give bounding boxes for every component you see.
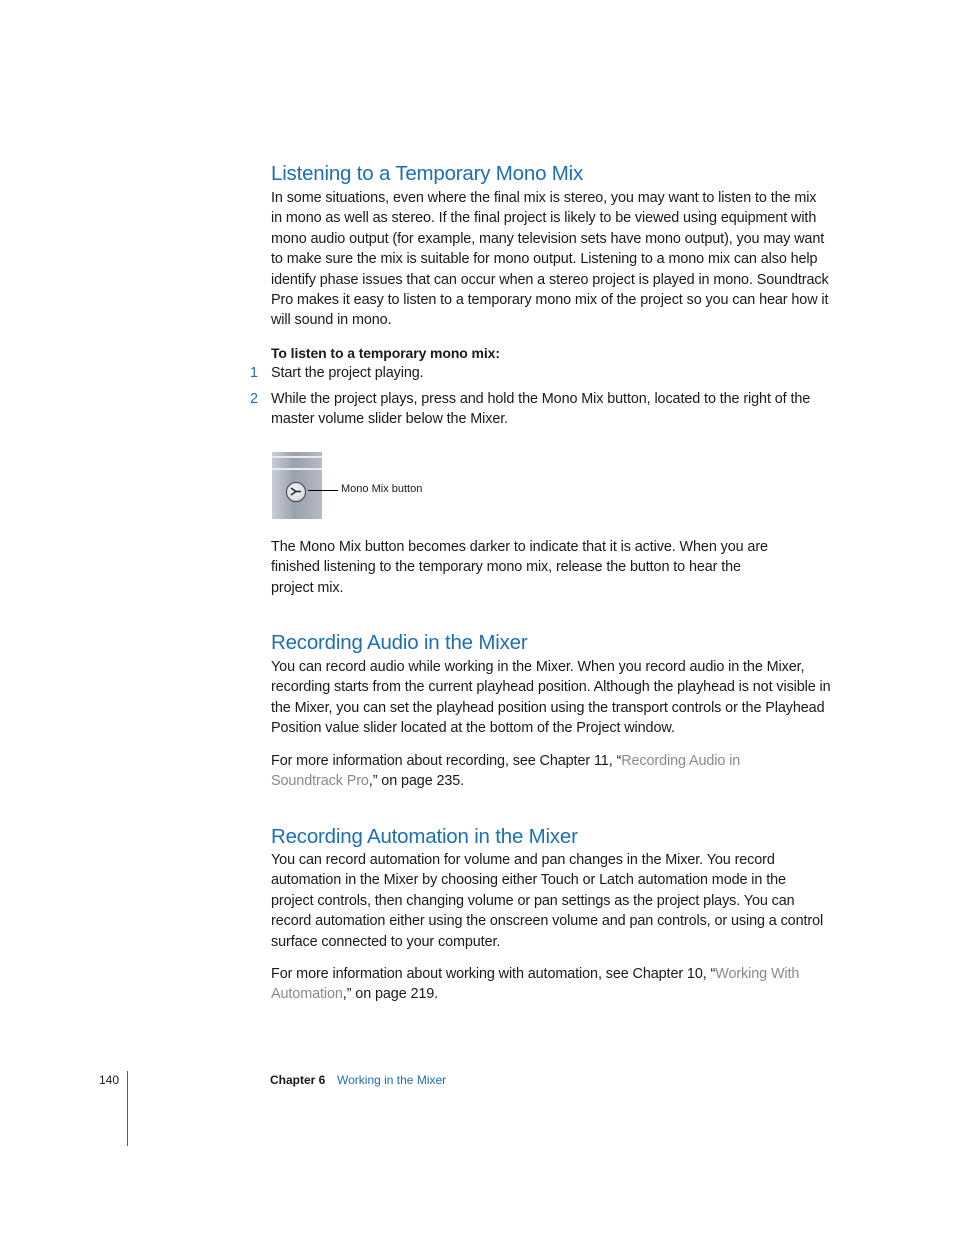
paragraph-recording-reference xyxy=(271,751,761,792)
paragraph-after-figure: The Mono Mix button becomes darker to indicate that it is active. When you are finished listening to the temporary mono mix, release the button to hear the project mix. xyxy=(271,539,768,596)
paragraph-automation-reference xyxy=(271,964,831,1005)
task-title: To listen to a temporary mono mix: xyxy=(271,345,500,361)
mono-mix-button-figure xyxy=(272,452,322,519)
section-heading-recording-audio: Recording Audio in the Mixer xyxy=(271,631,528,654)
paragraph-recording-automation: You can record automation for volume and pan changes in the Mixer. You record automation in the Mixer by choosing either Touch or Latch automation mode in the project controls, then changing volume or pan settings as the project plays. You can record automation either using the onscreen volume and pan controls, or using a control surface connected to your computer. xyxy=(271,852,824,950)
divider xyxy=(272,456,322,458)
reference-prefix: For more information about working with automation, see Chapter 10, “ xyxy=(271,966,716,982)
callout-line xyxy=(308,490,338,491)
reference-suffix: ,” on page 219. xyxy=(342,986,439,1003)
link-recording-audio[interactable]: Recording Audio in Soundtrack Pro xyxy=(271,753,741,790)
mono-mix-icon xyxy=(286,482,306,502)
step-number: 2 xyxy=(250,391,259,407)
link-working-with-automation[interactable]: Working With Automation xyxy=(271,966,800,1003)
footer-chapter-label: Chapter 6 xyxy=(270,1073,326,1087)
step-number: 1 xyxy=(250,365,259,381)
reference-suffix: ,” on page 235. xyxy=(368,773,465,790)
divider xyxy=(272,468,322,470)
footer-chapter-title: Working in the Mixer xyxy=(337,1073,447,1087)
paragraph-recording-audio: You can record audio while working in the Mixer. When you record audio in the Mixer, recording starts from the current playhead position. Although the playhead is not visible in the Mixer, you can set the playhead position using the transport controls or the Playhead Position value slider located at the bottom of the Project window. xyxy=(271,659,831,737)
mono-mix-glyph-icon xyxy=(287,483,304,500)
section-heading-recording-automation: Recording Automation in the Mixer xyxy=(271,825,578,848)
step-text: While the project plays, press and hold the Mono Mix button, located to the right of the master volume slider below the Mixer. xyxy=(271,391,811,428)
paragraph-mono-mix-intro: In some situations, even where the final mix is stereo, you may want to listen to the mix in mono as well as stereo. If the final project is likely to be viewed using equipment with mono audio output (for example, many television sets have mono output), you may want to make sure the mix is suitable for mono output. Listening to a mono mix can also help identify phase issues that can occur when a stereo project is played in mono. Soundtrack Pro makes it easy to listen to a temporary mono mix of the project so you can hear how it will sound in mono. xyxy=(271,190,829,329)
reference-prefix: For more information about recording, see Chapter 11, “ xyxy=(271,753,622,769)
step-text: Start the project playing. xyxy=(271,365,424,381)
callout-label: Mono Mix button xyxy=(341,483,423,495)
page-number: 140 xyxy=(99,1073,120,1087)
footer-rule xyxy=(127,1071,128,1146)
section-heading-mono-mix: Listening to a Temporary Mono Mix xyxy=(271,162,584,185)
